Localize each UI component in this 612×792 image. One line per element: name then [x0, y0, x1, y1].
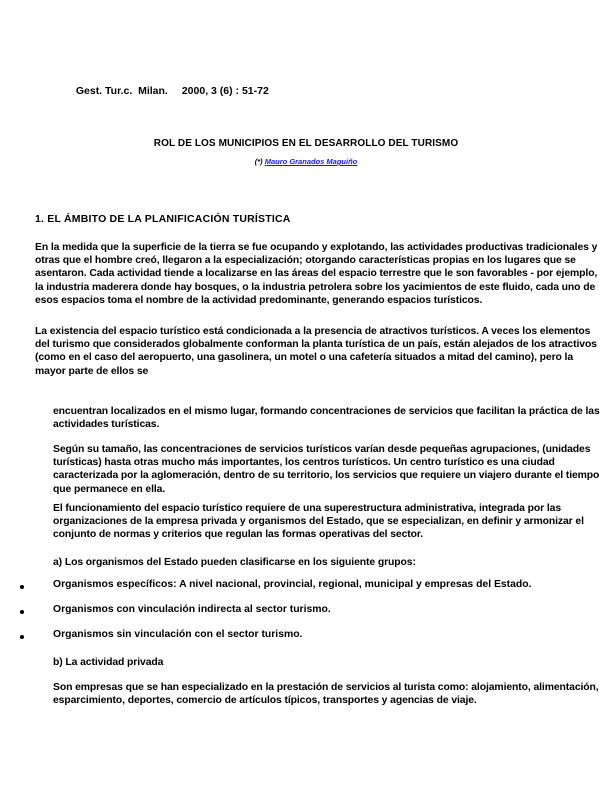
journal-issue: 2000, 3 (6) : 51-72: [181, 85, 269, 97]
journal-citation: [70, 73, 269, 97]
bullet-icon: [20, 635, 24, 639]
author-prefix: (*): [254, 157, 263, 166]
paragraph-1: En la medida que la superficie de la tierra se fue ocupando y explotando, las actividades productivas tradicionales y otras que el hombre creó, llegaron a la especialización; otorgando características propias en los lugares que se asentaron. Cada actividad tiende a localizarse en las áreas del espacio terrestre que le son favorables - por ejemplo, la industria maderera donde hay bosques, o la industria petrolera sobre los yacimientos de este fluido, cada uno de esos espacios toma el nombre de la actividad predominante, generando espacios turísticos.: [35, 242, 598, 306]
subsection-heading: b) La actividad privada: [53, 657, 164, 668]
paragraph-4: Según su tamaño, las concentraciones de servicios turísticos varían desde pequeñas agrupaciones, (unidades turísticas) hasta otras mucho más importantes, los centros turísticos. Un centro turístico es una ciudad caracterizada por la aglomeración, dentro de su territorio, los servicios que requiere un viajero durante el tiempo que permanece en ella.: [53, 444, 600, 495]
article-title: ROL DE LOS MUNICIPIOS EN EL DESARROLLO DEL TURISMO: [153, 138, 459, 149]
list-item: Organismos sin vinculación con el sector turismo.: [53, 629, 303, 640]
journal-name: Gest. Tur.c. Milan.: [75, 85, 168, 97]
final-paragraph: Son empresas que se han especializado en la prestación de servicios al turista como: alojamiento, alimentación, esparcimiento, deportes, comercio de artículos típicos, transportes y agencias de viaje.: [53, 682, 599, 707]
paragraph-6: a) Los organismos del Estado pueden clasificarse en los siguiente grupos:: [53, 557, 416, 568]
bullet-icon: [20, 610, 24, 614]
paragraph-2: La existencia del espacio turístico está condicionada a la presencia de atractivos turísticos. A veces los elementos del turismo que considerados globalmente conforman la planta turística de un país, están alejados de los atractivos (como en el caso del aeropuerto, una gasolinera, un motel o una cafetería situados a mitad del camino), pero la mayor parte de ellos se: [35, 326, 597, 377]
paragraph-3: encuentran localizados en el mismo lugar, formando concentraciones de servicios que facilitan la práctica de las actividades turísticas.: [53, 406, 600, 431]
section-heading: 1. EL ÁMBITO DE LA PLANIFICACIÓN TURÍSTICA: [35, 213, 291, 225]
list-item: Organismos con vinculación indirecta al sector turismo.: [53, 604, 331, 615]
author-link[interactable]: Mauro Granados Maguiño: [264, 157, 358, 166]
author-line: [0, 157, 612, 166]
paragraph-5: El funcionamiento del espacio turístico requiere de una superestructura administrativa, integrada por las organizaciones de la empresa privada y organismos del Estado, que se especializan, en definir y armonizar el conjunto de normas y criterios que regulan las formas operativas del sector.: [53, 503, 584, 541]
list-item: Organismos específicos: A nivel nacional, provincial, regional, municipal y empresas del Estado.: [53, 579, 532, 590]
bullet-icon: [20, 585, 24, 589]
